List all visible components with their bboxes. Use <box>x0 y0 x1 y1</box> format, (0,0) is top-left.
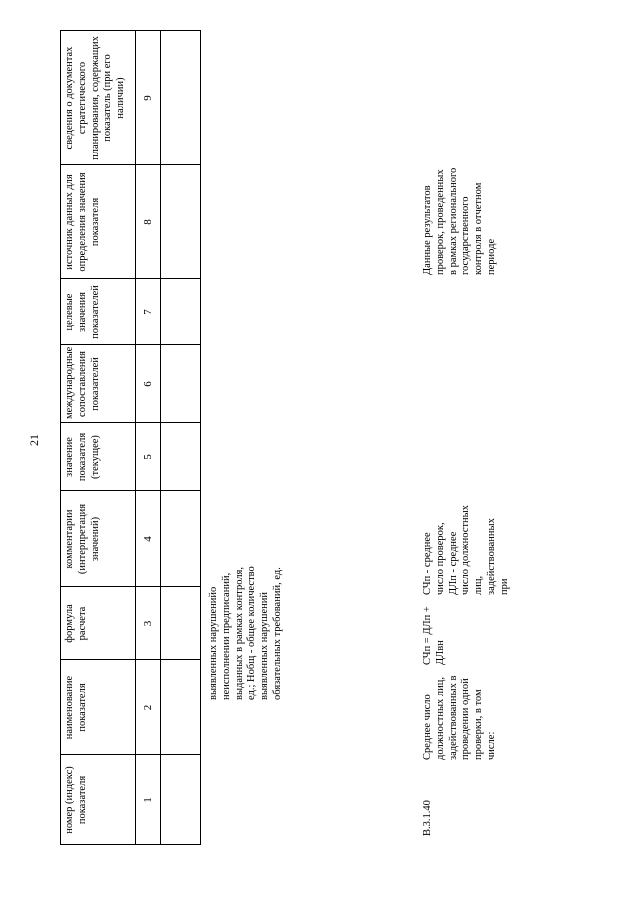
header-target: целевые значения показателей <box>64 285 101 339</box>
header-source: источник данных для определения значения показателя <box>64 172 101 272</box>
header-value: значение показателя (текущее) <box>64 432 101 482</box>
col-number-4: 4 <box>142 536 154 542</box>
row-index: В.3.1.40 <box>422 800 433 836</box>
numbers-divider <box>160 30 161 845</box>
col-number-5: 5 <box>142 454 154 460</box>
col-number-1: 1 <box>142 797 154 803</box>
header-international: международные сопоставления показателей <box>64 346 101 419</box>
header-divider <box>135 30 136 845</box>
col-number-3: 3 <box>142 620 154 627</box>
row-formula: СЧп = ДЛп + ДЛвн <box>422 606 446 665</box>
header-documents: сведения о документах стратегического планирования, содержащих показатель (при его наличии) <box>64 36 127 160</box>
prev-row-comment-text: выявленных нарушенийо неисполнении предписаний, выданных в рамках контроля, ед.; Нобщ - общее количество выявленных нарушений обязательных требований, ед. <box>208 566 283 700</box>
header-comment: комментарии (интерпретация значений) <box>64 503 101 575</box>
table-border-top <box>60 30 61 845</box>
row-comment: СЧп - среднее число проверок, ДЛп - среднее число должностных лиц, задействованных при <box>422 505 510 595</box>
header-index: номер (индекс) показателя <box>64 766 88 834</box>
header-name: наименование показателя <box>64 675 88 740</box>
col-number-8: 8 <box>142 219 154 225</box>
col-number-2: 2 <box>142 704 154 711</box>
header-formula: формула расчета <box>64 604 88 643</box>
row-source: Данные результатов проверок, проведенных в рамках регионального государственного контроля в отчетном периоде <box>422 167 497 275</box>
col-number-6: 6 <box>142 381 154 387</box>
row-name: Среднее число должностных лиц, задействованных в проведении одной проверки, в том числе: <box>422 675 497 760</box>
table <box>60 30 600 845</box>
page-number: 21 <box>27 434 41 446</box>
col-number-7: 7 <box>142 309 154 315</box>
col-number-9: 9 <box>142 95 154 101</box>
table-border-mid <box>200 30 201 845</box>
